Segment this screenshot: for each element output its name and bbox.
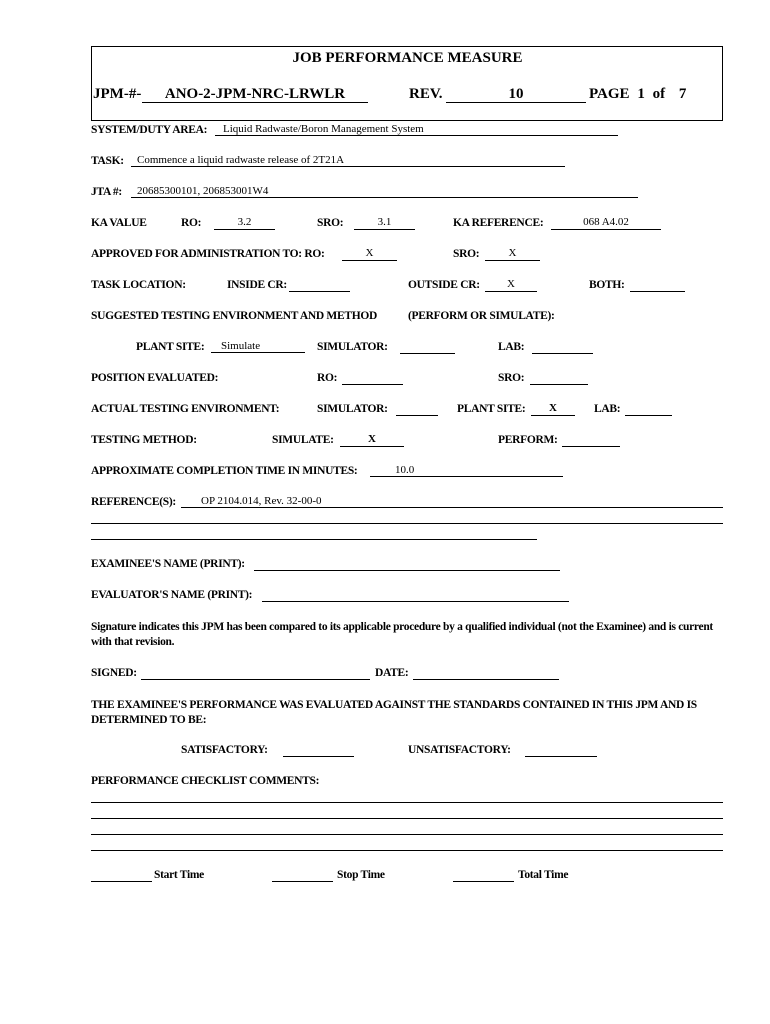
approved-sro-label: SRO: xyxy=(453,248,480,260)
references-field[interactable]: OP 2104.014, Rev. 32-00-0 xyxy=(181,495,723,508)
start-time-field[interactable] xyxy=(91,868,152,882)
jpm-label: JPM-#- xyxy=(93,86,142,102)
jta-label: JTA #: xyxy=(91,186,122,198)
outside-cr-label: OUTSIDE CR: xyxy=(408,279,480,291)
page-number: 1 xyxy=(637,86,645,102)
satisfactory-label: SATISFACTORY: xyxy=(181,744,268,756)
plant-site-label: PLANT SITE: xyxy=(136,341,205,353)
lab-label: LAB: xyxy=(498,341,525,353)
examinee-name-label: EXAMINEE'S NAME (PRINT): xyxy=(91,558,245,570)
ka-value-label: KA VALUE xyxy=(91,217,147,229)
total-time-label: Total Time xyxy=(518,869,569,881)
position-sro-label: SRO: xyxy=(498,372,525,384)
simulate-label: SIMULATE: xyxy=(272,434,334,446)
position-sro-field[interactable] xyxy=(530,371,588,385)
approved-admin-label: APPROVED FOR ADMINISTRATION TO: RO: xyxy=(91,248,325,260)
actual-lab-label: LAB: xyxy=(594,403,621,415)
comments-line-1[interactable] xyxy=(91,802,723,803)
actual-simulator-field[interactable] xyxy=(396,402,438,416)
outside-cr-field[interactable]: X xyxy=(485,278,537,292)
page-label: PAGE xyxy=(589,86,630,102)
position-ro-field[interactable] xyxy=(342,371,403,385)
references-label: REFERENCE(S): xyxy=(91,496,176,508)
plant-site-field[interactable]: Simulate xyxy=(211,340,305,353)
actual-plant-site-field[interactable]: X xyxy=(531,402,575,416)
suggested-environment-label: SUGGESTED TESTING ENVIRONMENT AND METHOD xyxy=(91,310,378,322)
evaluation-statement: THE EXAMINEE'S PERFORMANCE WAS EVALUATED AGAINST THE STANDARDS CONTAINED IN THIS JPM AND IS DETERMINED TO BE: xyxy=(91,699,697,726)
simulate-field[interactable]: X xyxy=(340,433,404,447)
jta-field[interactable]: 20685300101, 206853001W4 xyxy=(131,185,638,198)
references-line-3 xyxy=(91,539,537,540)
approved-ro-field[interactable]: X xyxy=(342,247,397,261)
unsatisfactory-field[interactable] xyxy=(525,743,597,757)
approved-sro-field[interactable]: X xyxy=(485,247,540,261)
ka-reference-field[interactable]: 068 A4.02 xyxy=(551,216,661,230)
ka-sro-field[interactable]: 3.1 xyxy=(354,216,415,230)
approx-time-label: APPROXIMATE COMPLETION TIME IN MINUTES: xyxy=(91,465,358,477)
jpm-number-field[interactable]: ANO-2-JPM-NRC-LRWLR xyxy=(142,86,368,103)
system-duty-area-label: SYSTEM/DUTY AREA: xyxy=(91,124,208,136)
date-label: DATE: xyxy=(375,667,409,679)
lab-field[interactable] xyxy=(532,340,593,354)
approx-time-field[interactable]: 10.0 xyxy=(370,464,563,477)
evaluator-name-label: EVALUATOR'S NAME (PRINT): xyxy=(91,589,253,601)
perform-label: PERFORM: xyxy=(498,434,558,446)
ka-ro-label: RO: xyxy=(181,217,202,229)
signature-note: Signature indicates this JPM has been compared to its applicable procedure by a qualified individual (not the Examinee) and is current with that revision. xyxy=(91,621,713,648)
perform-or-simulate-label: (PERFORM OR SIMULATE): xyxy=(408,310,555,322)
position-evaluated-label: POSITION EVALUATED: xyxy=(91,372,219,384)
task-label: TASK: xyxy=(91,155,124,167)
simulator-label: SIMULATOR: xyxy=(317,341,388,353)
total-time-field[interactable] xyxy=(453,868,514,882)
comments-line-2[interactable] xyxy=(91,818,723,819)
stop-time-field[interactable] xyxy=(272,868,333,882)
ka-reference-label: KA REFERENCE: xyxy=(453,217,544,229)
testing-method-label: TESTING METHOD: xyxy=(91,434,197,446)
actual-lab-field[interactable] xyxy=(625,402,672,416)
ka-sro-label: SRO: xyxy=(317,217,344,229)
ka-ro-field[interactable]: 3.2 xyxy=(214,216,275,230)
task-location-label: TASK LOCATION: xyxy=(91,279,186,291)
actual-plant-site-label: PLANT SITE: xyxy=(457,403,526,415)
simulator-field[interactable] xyxy=(400,340,455,354)
both-label: BOTH: xyxy=(589,279,625,291)
both-field[interactable] xyxy=(630,278,685,292)
satisfactory-field[interactable] xyxy=(283,743,354,757)
comments-line-3[interactable] xyxy=(91,834,723,835)
stop-time-label: Stop Time xyxy=(337,869,385,881)
page-indicator xyxy=(589,86,686,103)
unsatisfactory-label: UNSATISFACTORY: xyxy=(408,744,511,756)
rev-label: REV. xyxy=(409,86,443,102)
signed-field[interactable] xyxy=(141,666,370,680)
rev-field[interactable]: 10 xyxy=(446,86,586,103)
references-line-2 xyxy=(91,523,723,524)
inside-cr-field[interactable] xyxy=(289,278,350,292)
date-field[interactable] xyxy=(413,666,559,680)
start-time-label: Start Time xyxy=(154,869,204,881)
page-title: JOB PERFORMANCE MEASURE xyxy=(292,50,523,66)
actual-environment-label: ACTUAL TESTING ENVIRONMENT: xyxy=(91,403,280,415)
task-field[interactable]: Commence a liquid radwaste release of 2T21A xyxy=(131,154,565,167)
actual-simulator-label: SIMULATOR: xyxy=(317,403,388,415)
examinee-name-field[interactable] xyxy=(254,557,560,571)
comments-label: PERFORMANCE CHECKLIST COMMENTS: xyxy=(91,775,320,787)
signed-label: SIGNED: xyxy=(91,667,137,679)
evaluator-name-field[interactable] xyxy=(262,588,569,602)
inside-cr-label: INSIDE CR: xyxy=(227,279,287,291)
perform-field[interactable] xyxy=(562,433,620,447)
position-ro-label: RO: xyxy=(317,372,338,384)
page-total: 7 xyxy=(678,86,687,102)
page-of: of xyxy=(652,86,666,102)
system-duty-area-field[interactable]: Liquid Radwaste/Boron Management System xyxy=(215,123,618,136)
comments-line-4[interactable] xyxy=(91,850,723,851)
